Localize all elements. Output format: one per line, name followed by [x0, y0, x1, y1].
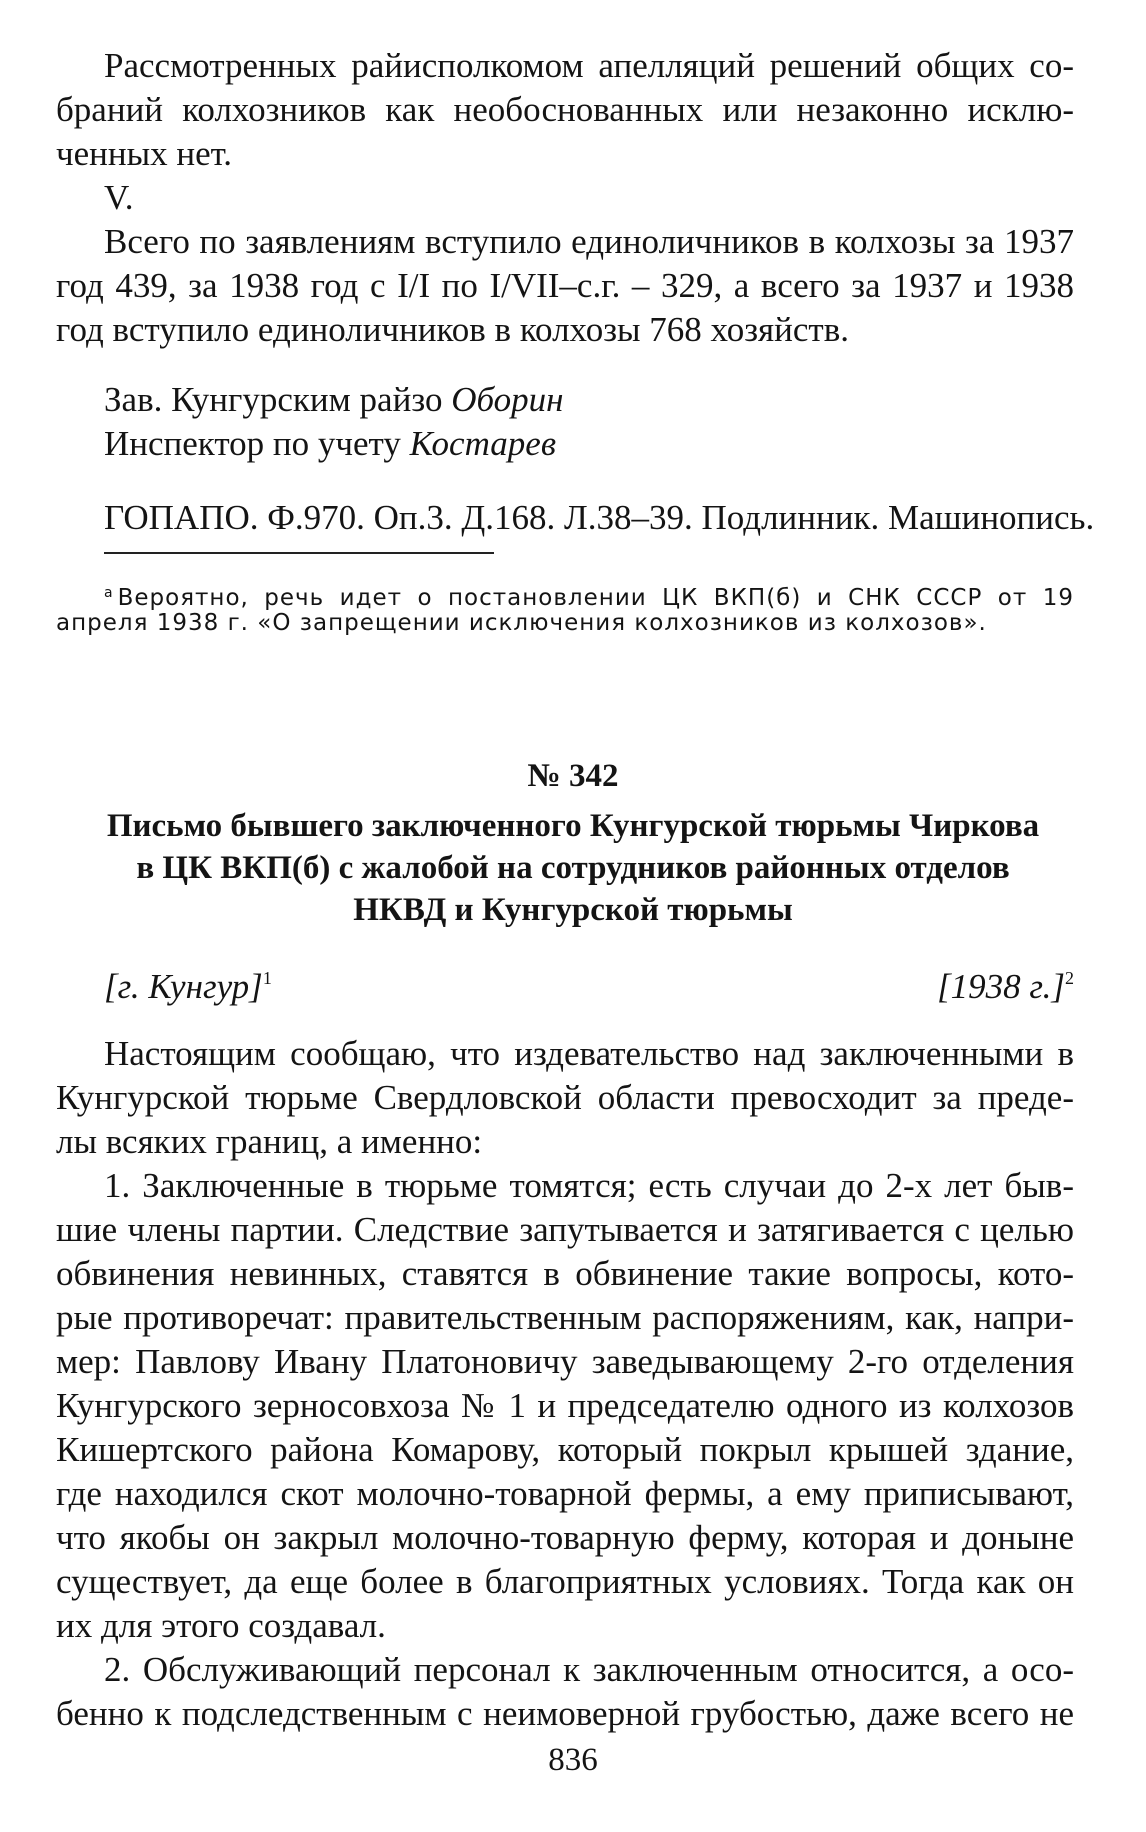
text-line: Кунгурского зерносовхоза № 1 и председателю одного из колхозов: [56, 1386, 1074, 1425]
text-line: что якобы он закрыл молочно-товарную ферму, которая и доныне: [56, 1518, 1074, 1557]
text-line: Рассмотренных райисполкомом апелляций решений общих со-: [104, 46, 1074, 85]
document-number: № 342: [527, 758, 619, 794]
text-line: лы всяких границ, а именно:: [56, 1122, 483, 1161]
archive-reference: ГОПАПО. Ф.970. Оп.3. Д.168. Л.38–39. Подлинник. Машинопись.: [104, 498, 1095, 537]
signature-line: [104, 378, 563, 422]
text-line: год 439, за 1938 год с I/I по I/VII–с.г. – 329, а всего за 1937 и 1938: [56, 266, 1074, 305]
footnote-text: Вероятно, речь идет о постановлении ЦК ВКП(б) и СНК СССР от 19: [117, 585, 1074, 611]
text-line: Кунгурской тюрьме Свердловской области превосходит за преде-: [56, 1078, 1074, 1117]
text-line: обвинения невинных, ставятся в обвинение такие вопросы, кото-: [56, 1254, 1074, 1293]
document-title-line: в ЦК ВКП(б) с жалобой на сотрудников районных отделов: [136, 850, 1010, 886]
document-title-line: Письмо бывшего заключенного Кунгурской тюрьмы Чиркова: [106, 808, 1040, 844]
text-line: год вступило единоличников в колхозы 768 хозяйств.: [56, 310, 849, 349]
section-mark: V.: [104, 178, 134, 217]
text-line: Кишертского района Комарову, который покрыл крышей здание,: [56, 1430, 1074, 1469]
document-date: [937, 956, 1074, 1009]
signature-name: Костарев: [409, 424, 557, 463]
text-line: их для этого создавал.: [56, 1606, 386, 1645]
text-line: мер: Павлову Ивану Платоновичу заведывающему 2-го отделения: [56, 1342, 1074, 1381]
text-line: существует, да еще более в благоприятных условиях. Тогда как он: [56, 1562, 1074, 1601]
text-line: где находился скот молочно-товарной фермы, а ему приписывают,: [56, 1474, 1074, 1513]
signature-title: Инспектор по учету: [104, 424, 401, 463]
text-line: 1. Заключенные в тюрьме томятся; есть случаи до 2-х лет быв-: [104, 1166, 1074, 1205]
place-note: 1: [262, 968, 272, 988]
page-number: 836: [548, 1742, 598, 1778]
document-title-line: НКВД и Кунгурской тюрьмы: [353, 892, 793, 928]
text-line: Настоящим сообщаю, что издевательство над заключенными в: [104, 1034, 1074, 1073]
signature-line: [104, 422, 556, 466]
date-text: [1938 г.]: [937, 967, 1065, 1006]
place-text: [г. Кунгур]: [104, 967, 263, 1006]
text-line: Всего по заявлениям вступило единоличников в колхозы за 1937: [104, 222, 1074, 261]
text-line: ченных нет.: [56, 134, 233, 173]
text-line: 2. Обслуживающий персонал к заключенным относится, а осо-: [104, 1650, 1074, 1689]
signature-name: Оборин: [451, 380, 564, 419]
text-line: рые противоречат: правительственным распоряжениям, как, напри-: [56, 1298, 1074, 1337]
document-place: [104, 956, 272, 1009]
text-line: шие члены партии. Следствие запутывается и затягивается с целью: [56, 1210, 1074, 1249]
text-line: бенно к подследственным с неимоверной грубостью, даже всего не: [56, 1694, 1074, 1733]
signature-title: Зав. Кунгурским райзо: [104, 380, 443, 419]
text-line: браний колхозников как необоснованных или незаконно исклю-: [56, 90, 1074, 129]
footnote-line: апреля 1938 г. «О запрещении исключения колхозников из колхозов».: [56, 610, 987, 636]
date-note: 2: [1065, 968, 1074, 988]
footnote-marker: а: [104, 585, 114, 601]
footnote-rule: [104, 552, 494, 554]
